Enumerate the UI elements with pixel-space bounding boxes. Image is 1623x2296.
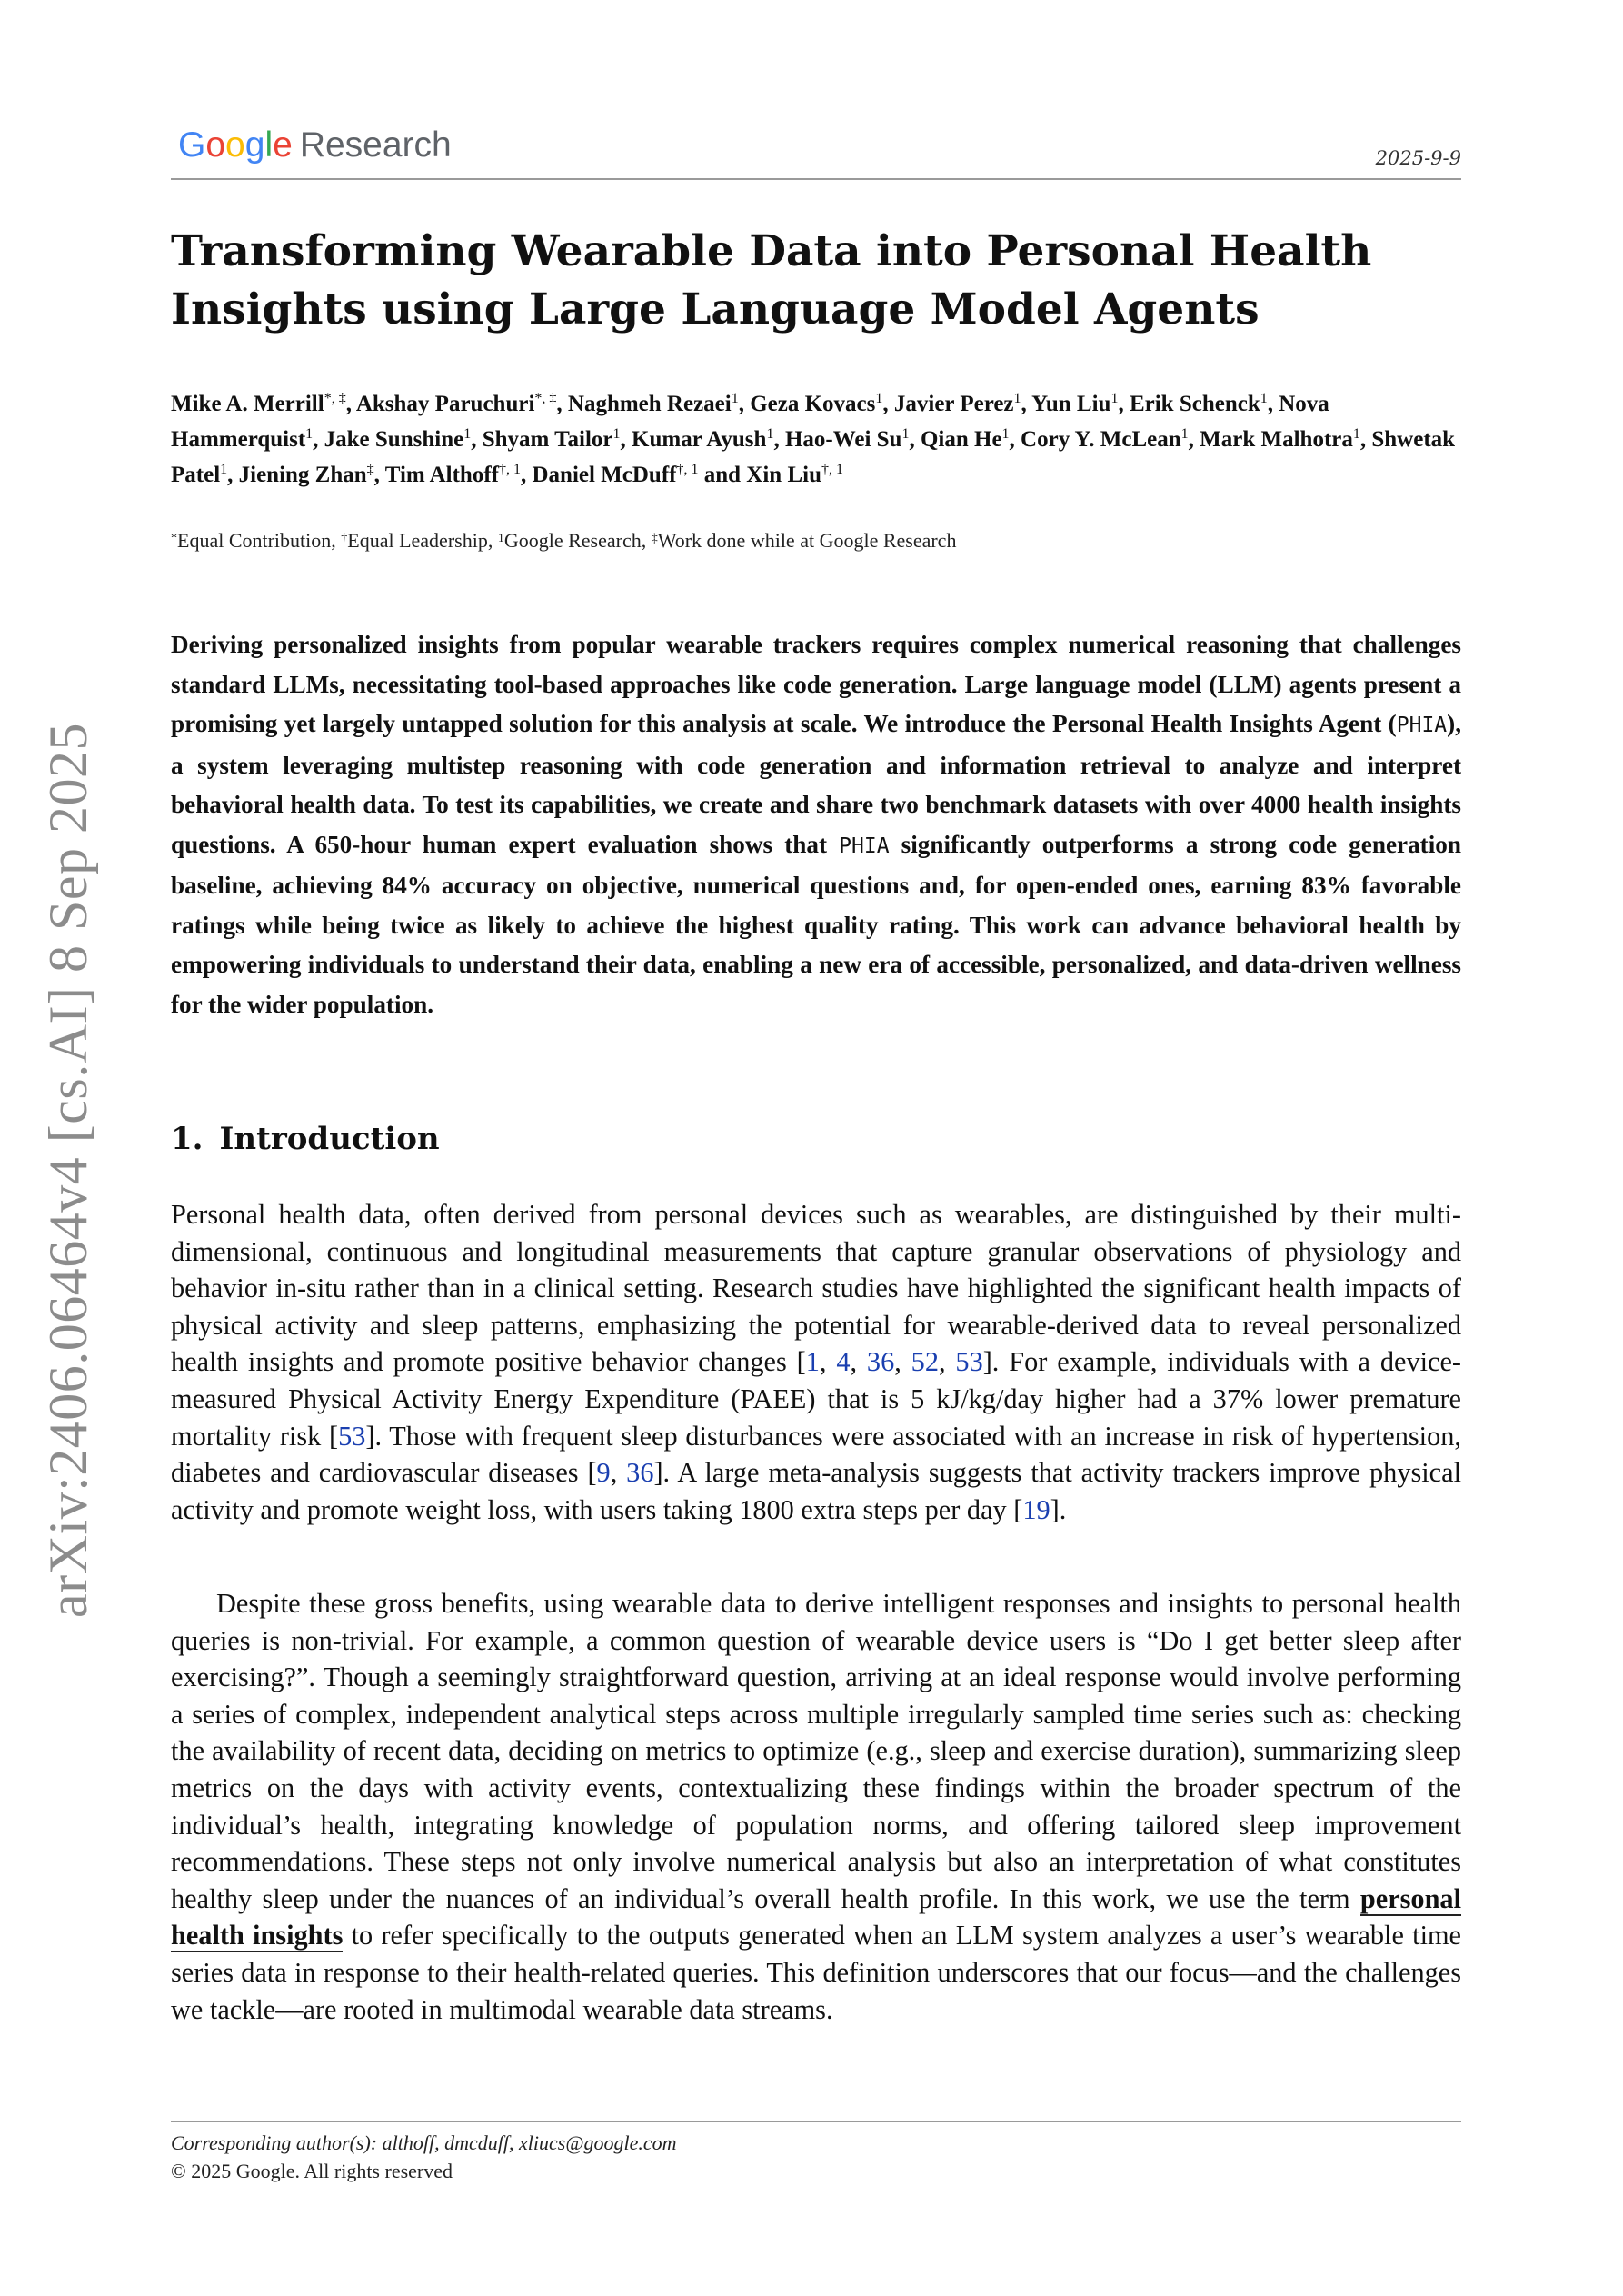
text-run: ,	[938, 1346, 956, 1378]
intro-paragraph-1	[171, 1196, 1461, 1528]
author-affiliation-mark: 1	[1013, 391, 1021, 406]
text-run: ]. Those with frequent sleep disturbances were associated with an increase in risk of hypertension, diabetes and cardiovascular diseases [	[171, 1420, 1461, 1489]
author-affiliation-mark: 1	[305, 426, 314, 442]
intro-paragraph-2	[171, 1585, 1461, 2028]
author-affiliation-mark: 1	[875, 391, 883, 406]
text-run: Personal health data, often derived from personal devices such as wearables, are distinguished by their multi-dimensional, continuous and longitudinal measurements that capture granular observations of physiology and behavior in-situ rather than in a clinical setting. Research studies have highlighted the significant health impacts of physical activity and sleep patterns, emphasizing the potential for wearable-derived data to reveal personalized health insights and promote positive behavior changes [	[171, 1199, 1461, 1378]
text-run: Despite these gross benefits, using wearable data to derive intelligent responses and insights to personal health queries is non-trivial. For example, a common question of wearable device users is “Do I get better sleep after exercising?”. Though a seemingly straightforward question, arriving at an ideal response would involve performing a series of complex, independent analytical steps across multiple irregularly sampled time series such as: checking the availability of recent data, deciding on metrics to optimize (e.g., sleep and exercise duration), summarizing sleep metrics on the days with activity events, contextualizing these findings within the broader spectrum of the individual’s health, integrating knowledge of population norms, and offering tailored sleep improvement recommendations. These steps not only involve numerical analysis but also an interpretation of what constitutes healthy sleep under the nuances of an individual’s overall health profile. In this work, we use the term	[171, 1588, 1461, 1914]
affiliation-notes	[171, 529, 1461, 553]
author-affiliation-mark: 1	[1001, 426, 1010, 442]
author-name: Erik Schenck	[1129, 392, 1260, 416]
text-run: ]. For example, individuals with a device-measured Physical Activity Energy Expenditure (PAEE) that is 5 kJ/kg/day higher had a 37% lower premature mortality risk [	[171, 1346, 1461, 1452]
affiliation-mark: †	[341, 532, 348, 545]
author-name: Mark Malhotra	[1200, 427, 1353, 452]
section-number: 1.	[171, 1121, 204, 1157]
author-affiliation-mark: 1	[1110, 391, 1119, 406]
author-affiliation-mark: †, 1	[498, 462, 521, 477]
citation-link[interactable]: 9	[596, 1457, 611, 1489]
logo-suffix: Research	[299, 125, 452, 165]
author-name: Cory Y. McLean	[1021, 427, 1181, 452]
author-affiliation-mark: 1	[1260, 391, 1268, 406]
text-run: ,	[850, 1346, 867, 1378]
citation-link[interactable]: 19	[1022, 1493, 1050, 1525]
text-run: Deriving personalized insights from popular wearable trackers requires complex numerical reasoning that challenges standard LLMs, necessitating tool-based approaches like code generation. Large language model (LLM) agents present a promising yet largely untapped solution for this analysis at scale. We introduce the Personal Health Insights Agent (	[171, 631, 1461, 737]
author-affiliation-mark: 1	[766, 426, 774, 442]
arxiv-side-stamp: arXiv:2406.06464v4 [cs.AI] 8 Sep 2025	[38, 722, 98, 1618]
affiliation-text: Equal Contribution,	[177, 529, 342, 552]
citation-link[interactable]: 52	[911, 1346, 939, 1378]
footer-rule	[171, 2121, 1461, 2122]
copyright-notice: © 2025 Google. All rights reserved	[171, 2160, 453, 2182]
section-heading	[171, 1121, 440, 1157]
author-name: Naghmeh Rezaei	[567, 392, 732, 416]
text-run: ].	[1050, 1493, 1067, 1525]
author-name: Nova Hammerquist	[171, 392, 1329, 452]
author-affiliation-mark: 1	[463, 426, 472, 442]
system-name: PHIA	[839, 834, 890, 858]
author-name: Javier Perez	[893, 392, 1014, 416]
text-run: significantly outperforms a strong code generation baseline, achieving 84% accuracy on objective, numerical questions and, for open-ended ones, earning 83% favorable ratings while being twice as likely to achieve the highest quality rating. This work can advance behavioral health by empowering individuals to understand their data, enabling a new era of accessible, personalized, and data-driven wellness for the wider population.	[171, 830, 1461, 1018]
citation-link[interactable]: 4	[836, 1346, 851, 1378]
logo-letter: e	[273, 125, 293, 165]
system-name: PHIA	[1396, 714, 1448, 737]
author-affiliation-mark: †, 1	[821, 462, 843, 477]
text-run: ), a system leveraging multistep reasoning with code generation and information retrieval to analyze and interpret behavioral health data. To test its capabilities, we create and share two benchmark datasets with over 4000 health insights questions. A 650-hour human expert evaluation shows that	[171, 710, 1461, 858]
author-name: Geza Kovacs	[750, 392, 876, 416]
author-name: Jiening Zhan	[238, 463, 367, 487]
text-run: ,	[610, 1457, 627, 1489]
logo-letter: o	[205, 125, 226, 165]
author-name: Qian He	[920, 427, 1002, 452]
text-run: ]. A large meta-analysis suggests that activity trackers improve physical activity and promote weight loss, with users taking 1800 extra steps per day [	[171, 1457, 1461, 1525]
logo-letter: g	[244, 125, 265, 165]
logo-letter: G	[178, 125, 206, 165]
affiliation-mark: ‡	[651, 532, 658, 545]
logo-letter: l	[264, 125, 274, 165]
citation-link[interactable]: 36	[626, 1457, 654, 1489]
author-affiliation-mark: *, ‡	[534, 391, 557, 406]
author-affiliation-mark: 1	[612, 426, 621, 442]
citation-link[interactable]: 53	[955, 1346, 983, 1378]
author-name: Daniel McDuff	[532, 463, 677, 487]
author-name: Yun Liu	[1031, 392, 1111, 416]
author-name: Mike A. Merrill	[171, 392, 324, 416]
paper-date: 2025-9-9	[1375, 147, 1461, 169]
author-name: Shyam Tailor	[482, 427, 613, 452]
author-affiliation-mark: 1	[1180, 426, 1189, 442]
header-rule	[171, 178, 1461, 180]
affiliation-text: Work done while at Google Research	[657, 529, 957, 552]
corresponding-authors: Corresponding author(s): althoff, dmcduff, xliucs@google.com	[171, 2131, 677, 2154]
text-run: ,	[819, 1346, 837, 1378]
text-run: to refer specifically to the outputs generated when an LLM system analyzes a user’s wearable time series data in response to their health-related queries. This definition underscores that our focus—and the challenges we tackle—are rooted in multimodal wearable data streams.	[171, 1920, 1461, 2025]
author-conjunction: and	[703, 463, 742, 487]
citation-link[interactable]: 1	[805, 1346, 820, 1378]
section-title: Introduction	[219, 1121, 440, 1157]
abstract	[171, 625, 1461, 1024]
affiliation-text: Equal Leadership,	[347, 529, 498, 552]
author-affiliation-mark: *, ‡	[324, 391, 346, 406]
text-run: ,	[894, 1346, 911, 1378]
affiliation-text: Google Research,	[503, 529, 652, 552]
author-affiliation-mark: 1	[731, 391, 739, 406]
affiliation-mark: *	[171, 532, 177, 545]
author-name: Shwetak Patel	[171, 427, 1456, 487]
citation-link[interactable]: 53	[338, 1420, 366, 1452]
author-list: Mike A. Merrill*, ‡, Akshay Paruchuri*, ‡, Naghmeh Rezaei$^1$, Geza Kovacs$^1$, Javier Perez$^1$, Yun Liu$^1$, Erik Schenck$^1$, Nova Hammerquist$^1$, Jake Sunshine$^1$, Shyam Tailor$^1$, Kumar Ayush$^1$, Hao-Wei Su$^1$, Qian He$^1$, Cory Y. McLean$^1$, Mark Malhotra$^1$, Shwetak Patel$^1$, Jiening Zhan‡, Tim Althoff$^{\dagger, 1}$, Daniel McDuff$^{\dagger, 1}$ and Xin Liu$^{\dagger, 1}$	[171, 391, 1456, 487]
logo-letter: o	[225, 125, 245, 165]
google-research-logo	[178, 125, 452, 165]
author-name: Kumar Ayush	[632, 427, 767, 452]
author-name: Jake Sunshine	[324, 427, 464, 452]
paper-title: Transforming Wearable Data into Personal Health Insights using Large Language Model Agents	[171, 226, 1372, 334]
author-affiliation-mark: 1	[901, 426, 910, 442]
author-name: Tim Althoff	[384, 463, 499, 487]
author-affiliation-mark: 1	[1352, 426, 1360, 442]
citation-link[interactable]: 36	[866, 1346, 895, 1378]
author-name: Akshay Paruchuri	[355, 392, 535, 416]
author-name: Xin Liu	[746, 463, 821, 487]
author-affiliation-mark: †, 1	[676, 462, 699, 477]
defined-term: personal health insights	[171, 1882, 1461, 1952]
affiliation-mark: 1	[497, 532, 504, 545]
author-affiliation-mark: 1	[220, 462, 228, 477]
author-name: Hao-Wei Su	[784, 427, 902, 452]
author-affiliation-mark: ‡	[366, 462, 374, 477]
